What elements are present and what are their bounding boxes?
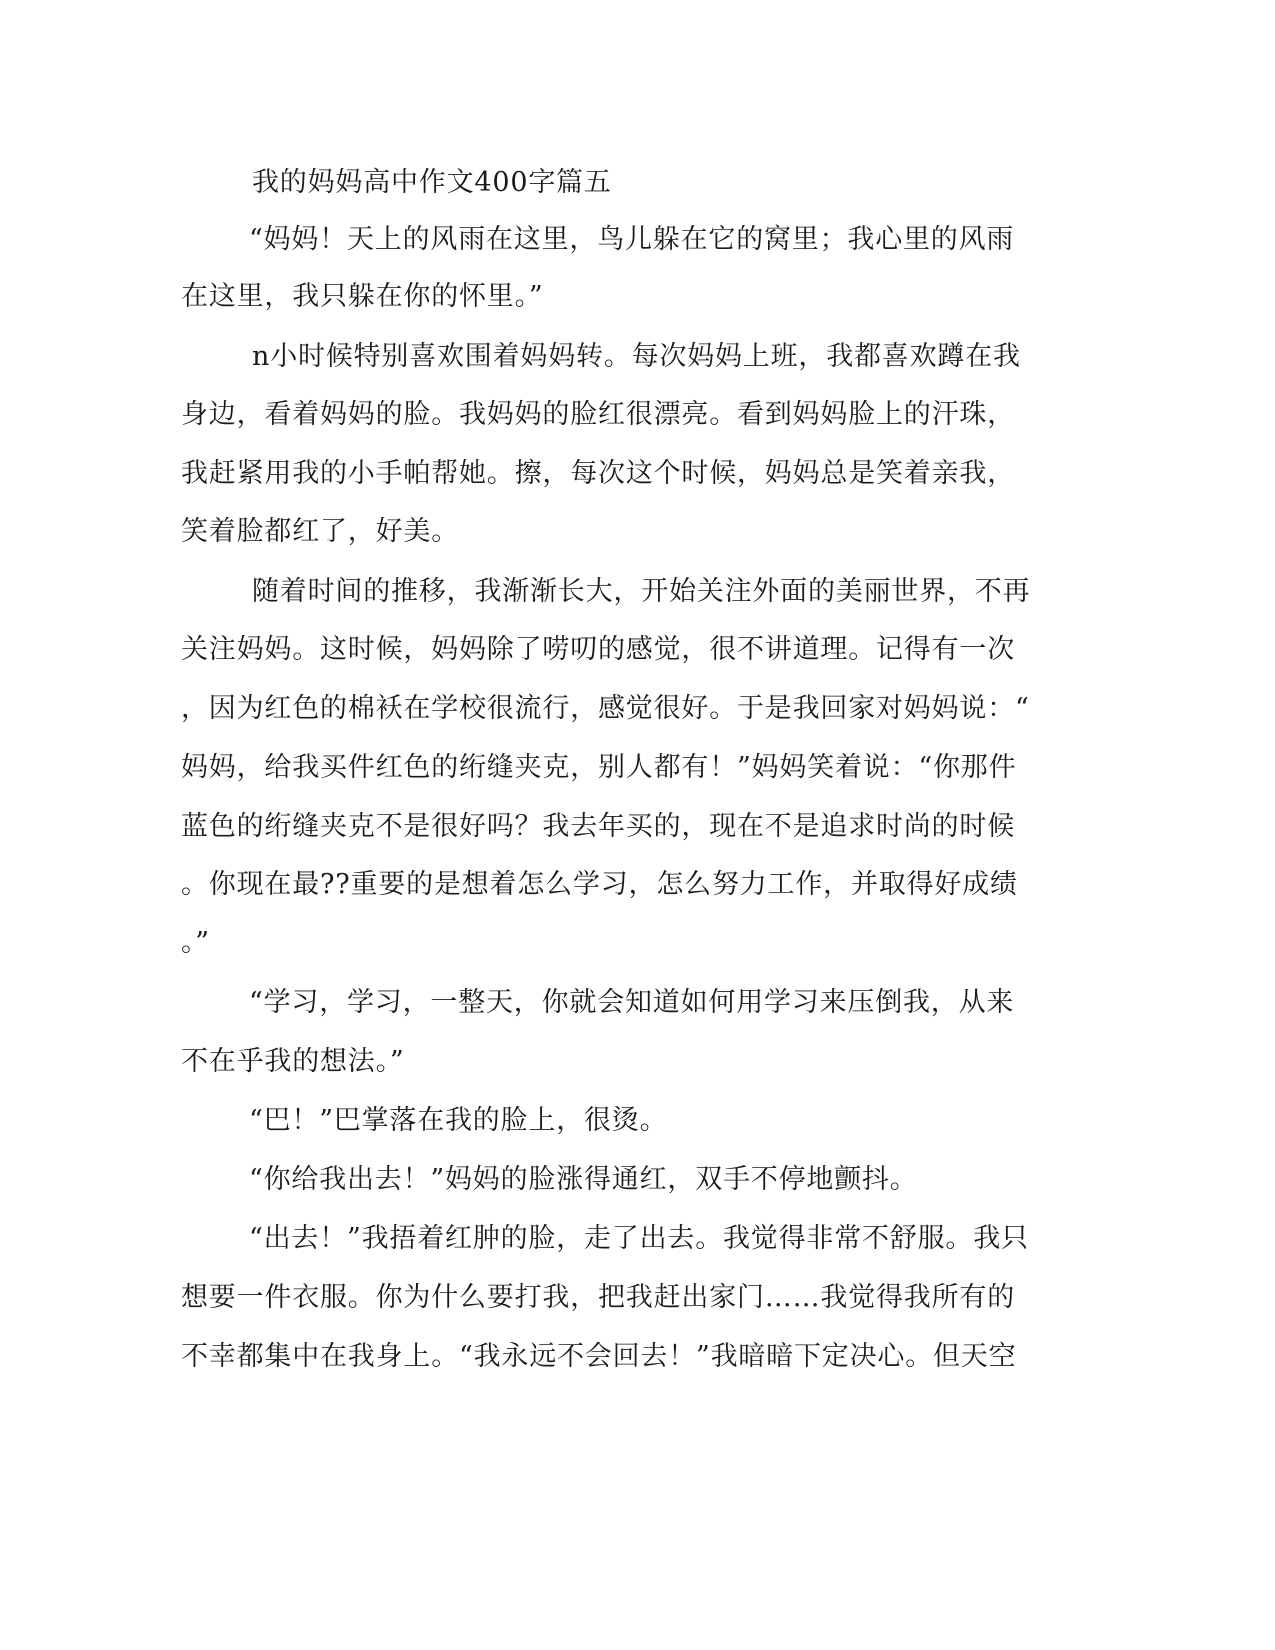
paragraph-line: n小时候特别喜欢围着妈妈转。每次妈妈上班，我都喜欢蹲在我 [252,341,1021,372]
paragraph-line: “妈妈！天上的风雨在这里，鸟儿躲在它的窝里；我心里的风雨 [249,224,1015,255]
paragraph-line: “学习，学习，一整天，你就会知道如何用学习来压倒我，从来 [249,987,1015,1018]
paragraph-line: 我赶紧用我的小手帕帮她。擦，每次这个时候，妈妈总是笑着亲我， [181,458,1015,489]
document-title: 我的妈妈高中作文400字篇五 [252,167,612,198]
paragraph-line: 在这里，我只躲在你的怀里。” [181,281,544,312]
paragraph-line: “出去！”我捂着红肿的脸，走了出去。我觉得非常不舒服。我只 [249,1223,1029,1254]
paragraph-line: 身边，看着妈妈的脸。我妈妈的脸红很漂亮。看到妈妈脸上的汗珠， [181,399,1015,430]
paragraph-line: 蓝色的绗缝夹克不是很好吗？我去年买的，现在不是追求时尚的时候 [181,811,1015,842]
paragraph-line: 妈妈，给我买件红色的绗缝夹克，别人都有！”妈妈笑着说：“你那件 [181,752,1017,783]
paragraph-line: “巴！”巴掌落在我的脸上，很烫。 [249,1105,668,1136]
paragraph-line: 随着时间的推移，我渐渐长大，开始关注外面的美丽世界，不再 [252,576,1031,607]
paragraph-line: ，因为红色的棉袄在学校很流行，感觉很好。于是我回家对妈妈说：“ [181,693,1030,724]
paragraph-line: 笑着脸都红了，好美。 [181,516,459,547]
paragraph-line: “你给我出去！”妈妈的脸涨得通红，双手不停地颤抖。 [249,1164,918,1195]
paragraph-line: 。” [181,927,210,958]
paragraph-line: 想要一件衣服。你为什么要打我，把我赶出家门……我觉得我所有的 [181,1282,1015,1313]
paragraph-line: 不幸都集中在我身上。“我永远不会回去！”我暗暗下定决心。但天空 [181,1341,1017,1372]
paragraph-line: 不在乎我的想法。” [181,1046,405,1077]
paragraph-line: 关注妈妈。这时候，妈妈除了唠叨的感觉，很不讲道理。记得有一次 [181,634,1015,665]
paragraph-line: 。你现在最??重要的是想着怎么学习，怎么努力工作，并取得好成绩 [181,869,1018,900]
